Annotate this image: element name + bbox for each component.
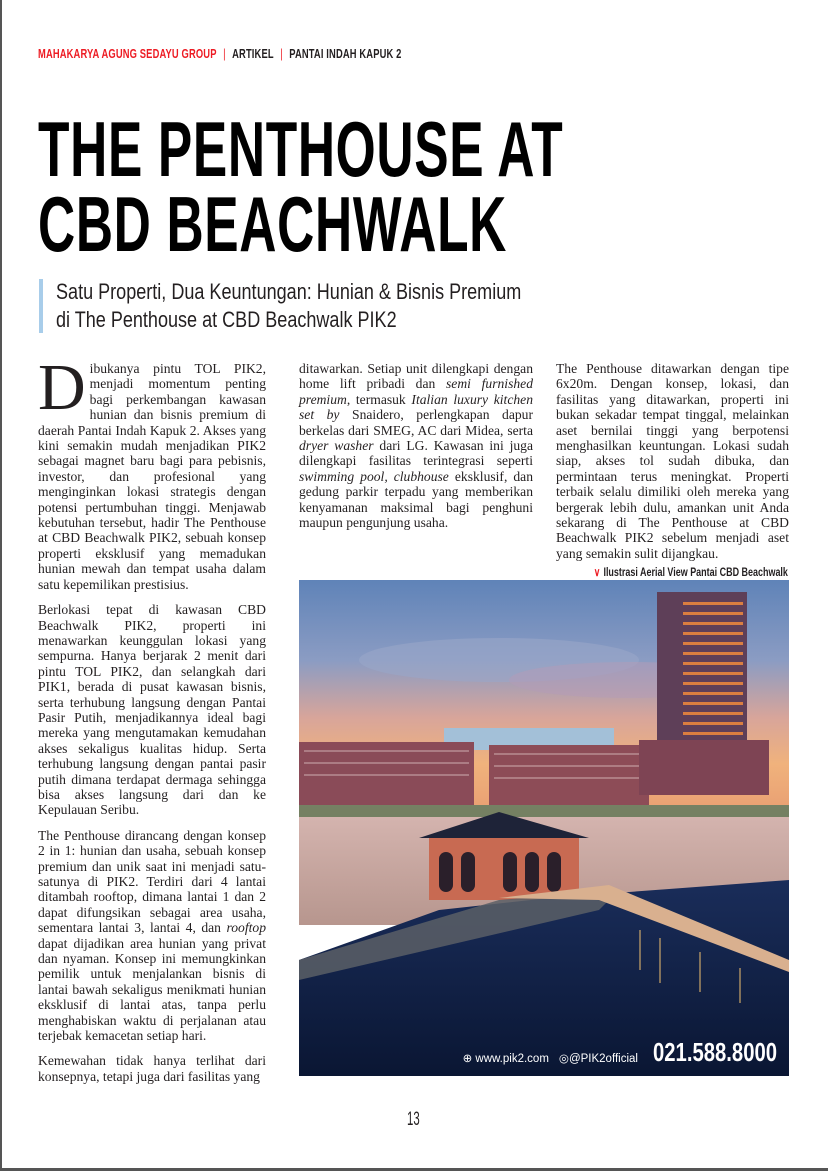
paragraph-2: Berlokasi tepat di kawasan CBD Beachwalk PIK2, properti ini menawarkan keunggulan lokasi yang sempurna. Hanya berjarak 2 menit dari pintu TOL PIK2, dan selangkah dari PIK1, berada di pusat kawasan bisnis, serta terhubung langsung dengan Pantai Pasir Putih, menjadikannya ideal bagi mereka yang mengutamakan kemudahan akses sekaligus kualitas hidup. Serta terhubung langsung dengan pantai pasir putih dimana terdapat dermaga sehingga bisa akses langsung dari dan ke Kepulauan Seribu. (38, 602, 266, 818)
caption-text: Ilustrasi Aerial View Pantai CBD Beachwalk (603, 567, 788, 579)
drop-cap: D (38, 351, 86, 424)
italic-text: semi furnished premium (299, 376, 533, 407)
italic-text: dryer washer (299, 438, 374, 454)
aerial-view-image (299, 580, 789, 1076)
instagram-icon: ◎ (558, 1053, 569, 1065)
italic-text: rooftop (226, 920, 266, 936)
subtitle-line-1: Satu Properti, Dua Keuntungan: Hunian & Bisnis Premium (56, 279, 522, 304)
page-number: 13 (407, 1109, 420, 1130)
paragraph-text: , termasuk (346, 391, 412, 407)
paragraph-text: ditawarkan. Setiap unit dilengkapi dengan home lift pribadi dan (299, 361, 533, 392)
column-1 (38, 351, 266, 1094)
paragraph-3 (38, 828, 266, 1044)
phone-number[interactable]: 021.588.8000 (652, 1037, 777, 1067)
instagram-text: @PIK2official (568, 1053, 638, 1065)
paragraph-6: The Penthouse ditawarkan dengan tipe 6x20m. Dengan konsep, lokasi, dan fasilitas yang ditawarkan, properti ini bukan sekadar tempat tinggal, melainkan aset bernilai tinggi yang berpotensi menghasilkan keuntungan. Lokasi sudah siap, akses tol sudah dibuka, dan permintaan terus meningkat. Properti terbaik selalu dimiliki oleh mereka yang bergerak lebih dulu, amankan unit Anda sekarang di The Penthouse at CBD Beachwalk PIK2 sebelum menjadi aset yang semakin sulit dijangkau. (556, 361, 789, 561)
figure-caption (594, 565, 788, 579)
article-subtitle (56, 278, 521, 334)
column-2 (299, 361, 533, 540)
italic-text: swimming pool, clubhouse (299, 468, 449, 484)
publisher-name: MAHAKARYA AGUNG SEDAYU GROUP (38, 46, 217, 61)
italic-text: Italian luxury kitchen set by (299, 391, 533, 423)
subtitle-line-2: di The Penthouse at CBD Beachwalk PIK2 (56, 307, 397, 332)
chevron-down-icon: ∨ (593, 567, 601, 579)
location-name: PANTAI INDAH KAPUK 2 (289, 46, 402, 61)
subtitle-accent-bar (39, 279, 43, 333)
separator: | (223, 46, 226, 61)
article-title (38, 105, 564, 268)
website-link[interactable] (463, 1051, 549, 1065)
paragraph-text: eksklusif, dan gedung parkir terpadu yang memberikan kenyamanan maksimal bagi penghuni maupun pengunjung usaha. (299, 468, 533, 531)
paragraph-text: ibukanya pintu TOL PIK2, menjadi momentum penting bagi perkembangan kawasan hunian dan bisnis premium di daerah Pantai Indah Kapuk 2. Akses yang kini semakin mudah menjadikan PIK2 sebagai magnet baru bagi para pebisnis, investor, dan profesional yang menginginkan lokasi strategis dengan potensi pertumbuhan tinggi. Menjawab kebutuhan tersebut, hadir The Penthouse at CBD Beachwalk PIK2, sebuah konsep properti eksklusif yang memadukan hunian mewah dan tempat usaha dalam satu kepemilikan prestisius. (38, 361, 266, 592)
column-3 (556, 361, 789, 571)
globe-icon: ⊕ (462, 1053, 473, 1065)
aerial-view-illustration (299, 580, 789, 1076)
paragraph-4: Kemewahan tidak hanya terlihat dari konsepnya, tetapi juga dari fasilitas yang (38, 1053, 266, 1084)
paragraph-text: The Penthouse dirancang dengan konsep 2 in 1: hunian dan usaha, sebuah konsep premium dan unik saat ini menjadi satu-satunya di PIK2. Terdiri dari 4 lantai ditambah rooftop, dimana lantai 1 dan 2 dapat difungsikan sebagai area usaha, sementara lantai 3, lantai 4, dan (38, 827, 266, 936)
instagram-link[interactable] (559, 1051, 638, 1065)
paragraph-text: dapat dijadikan area hunian yang privat dan nyaman. Konsep ini memungkinkan pemilik untuk menjalankan bisnis di lantai bawah sekaligus menikmati hunian eksklusif di lantai atas, tanpa perlu menghabiskan waktu di perjalanan atau terjebak kemacetan setiap hari. (38, 935, 266, 1044)
website-text: www.pik2.com (475, 1053, 549, 1065)
paragraph-1 (38, 351, 266, 592)
title-line-2: CBD BEACHWALK (38, 180, 508, 268)
section-name: ARTIKEL (232, 46, 274, 61)
paragraph-text: dari LG. Kawasan ini juga dilengkapi fasilitas terintegrasi seperti (299, 438, 533, 469)
low-rise-building (299, 742, 474, 812)
paragraph-5 (299, 361, 533, 530)
header-breadcrumb (38, 46, 402, 62)
paragraph-text: Snaidero, perlengkapan dapur berkelas dari SMEG, AC dari Midea, serta (299, 407, 533, 438)
separator: | (280, 46, 283, 61)
title-line-1: THE PENTHOUSE AT (38, 105, 564, 193)
contact-info (463, 1037, 777, 1068)
